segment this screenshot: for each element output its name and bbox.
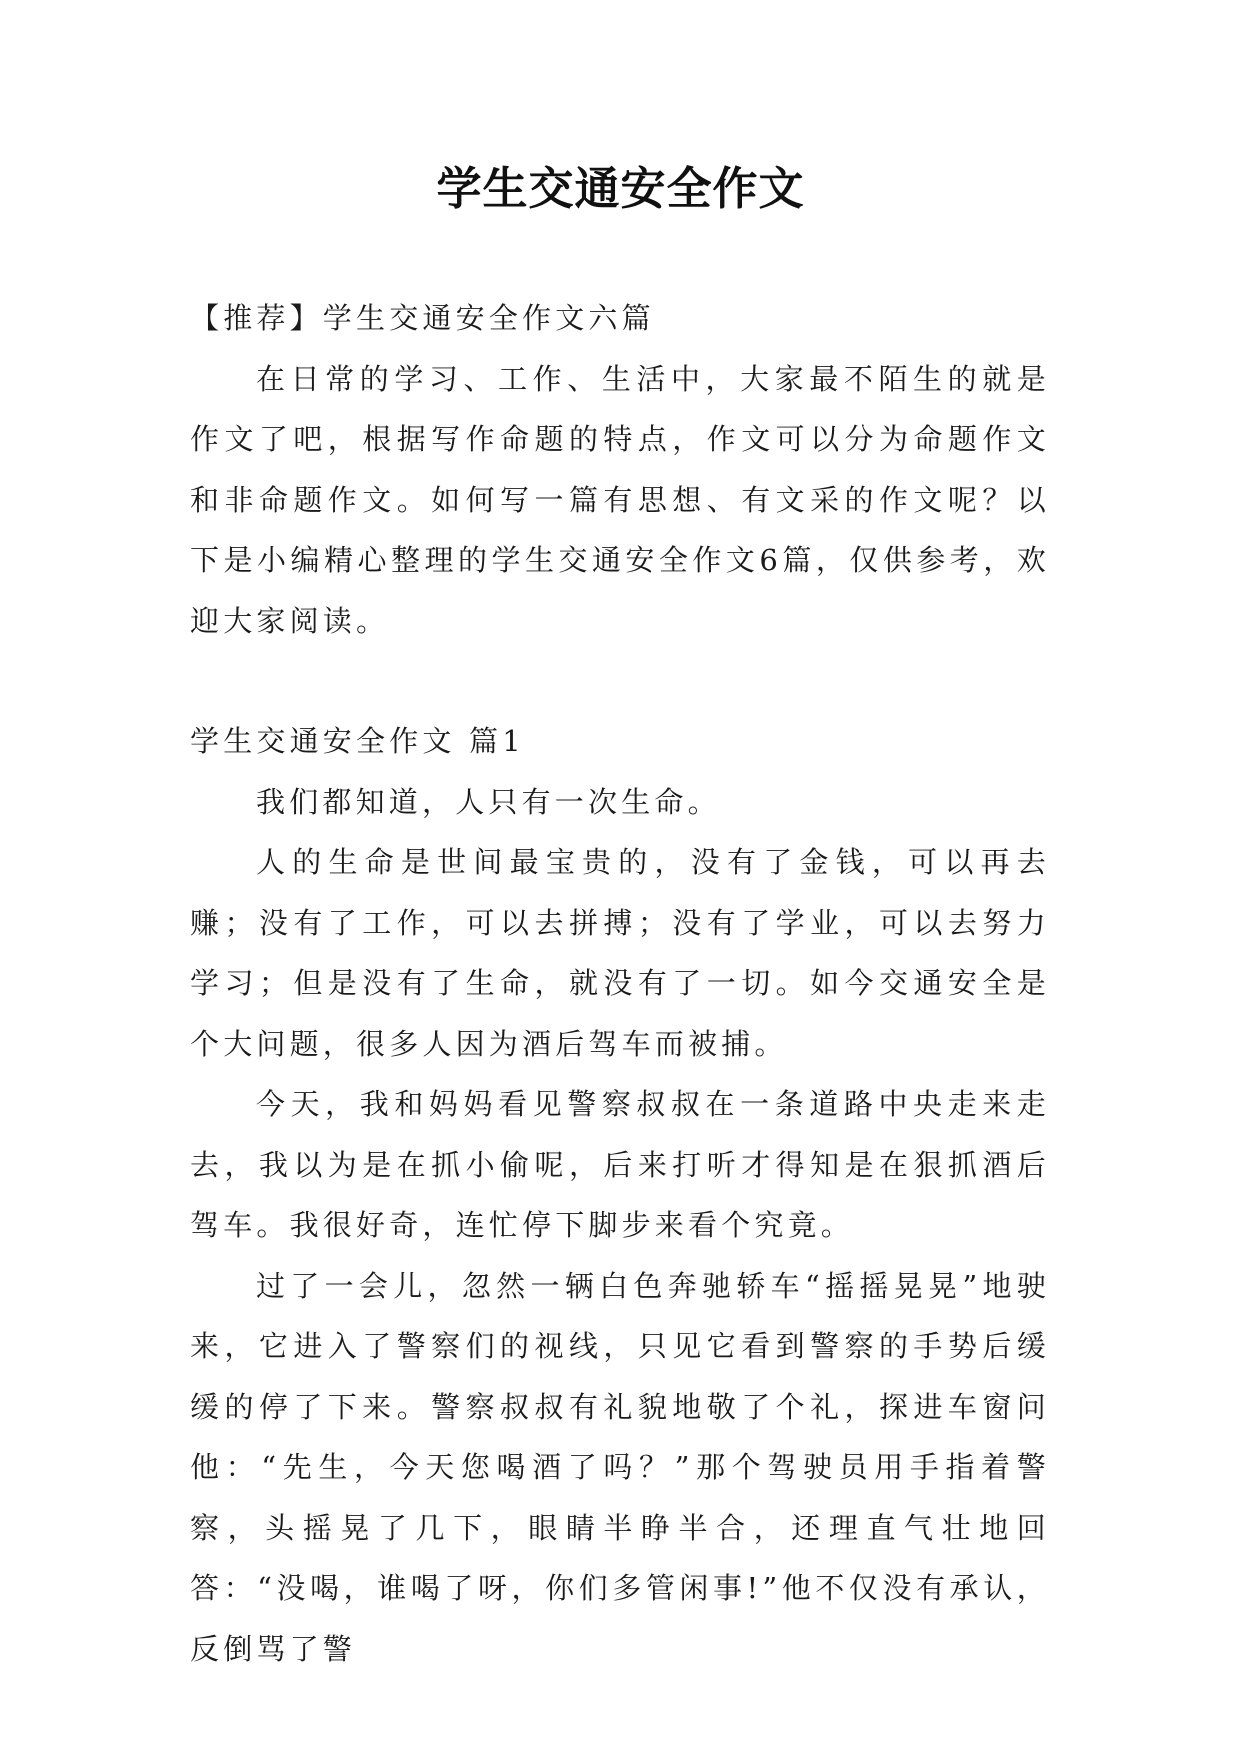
body-paragraph: 今天，我和妈妈看见警察叔叔在一条道路中央走来走去，我以为是在抓小偷呢，后来打听才得知是在狠抓酒后驾车。我很好奇，连忙停下脚步来看个究竟。 bbox=[190, 1087, 1050, 1242]
section-heading: 学生交通安全作文 篇1 bbox=[190, 724, 525, 758]
recommend-line: 【推荐】学生交通安全作文六篇 bbox=[190, 301, 655, 335]
body-paragraph: 人的生命是世间最宝贵的，没有了金钱，可以再去赚；没有了工作，可以去拼搏；没有了学业，可以去努力学习；但是没有了生命，就没有了一切。如今交通安全是个大问题，很多人因为酒后驾车而被捕。 bbox=[190, 845, 1050, 1061]
intro-paragraph: 在日常的学习、工作、生活中，大家最不陌生的就是作文了吧，根据写作命题的特点，作文可以分为命题作文和非命题作文。如何写一篇有思想、有文采的作文呢？以下是小编精心整理的学生交通安全作文6篇，仅供参考，欢迎大家阅读。 bbox=[190, 361, 1050, 638]
section-spacer bbox=[190, 651, 1050, 711]
document-body bbox=[190, 288, 1050, 1679]
body-paragraph: 过了一会儿，忽然一辆白色奔驰轿车“摇摇晃晃”地驶来，它进入了警察们的视线，只见它看到警察的手势后缓缓的停了下来。警察叔叔有礼貌地敬了个礼，探进车窗问他：“先生，今天您喝酒了吗？”那个驾驶员用手指着警察，头摇晃了几下，眼睛半睁半合，还理直气壮地回答：“没喝，谁喝了呀，你们多管闲事!”他不仅没有承认，反倒骂了警 bbox=[190, 1268, 1050, 1666]
body-paragraph: 我们都知道，人只有一次生命。 bbox=[256, 784, 721, 819]
document-title: 学生交通安全作文 bbox=[436, 162, 805, 215]
